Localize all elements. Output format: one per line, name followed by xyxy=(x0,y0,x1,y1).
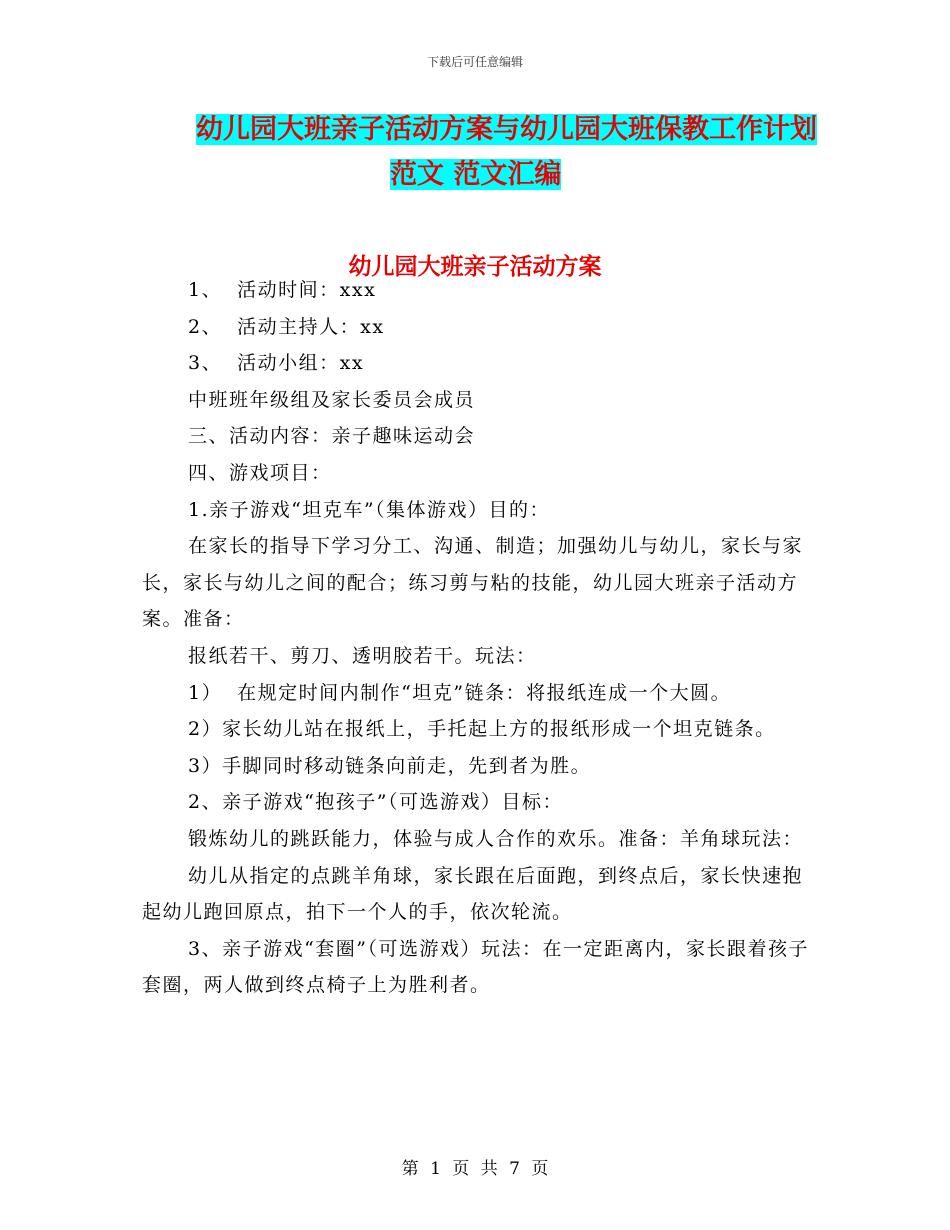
document-title-line-1 xyxy=(0,110,950,150)
section-title: 幼儿园大班亲子活动方案 xyxy=(348,254,602,280)
paragraph-activity-time: 1、 活动时间：xxx xyxy=(188,279,377,301)
paragraph-game-1-step-3: 3）手脚同时移动链条向前走，先到者为胜。 xyxy=(188,754,592,777)
header-note: 下载后可任意编辑 xyxy=(426,55,523,69)
title-highlight-1: 幼儿园大班亲子活动方案与幼儿园大班保教工作计划 xyxy=(196,114,817,145)
paragraph-group: 3、 活动小组：xx xyxy=(188,352,365,375)
paragraph-game-1-step-2: 2）家长幼儿站在报纸上，手托起上方的报纸形成一个坦克链条。 xyxy=(188,718,776,741)
paragraph-host: 2、 活动主持人：xx xyxy=(188,315,385,338)
document-title-line-2 xyxy=(0,155,950,195)
paragraph-game-2-rules: 幼儿从指定的点跳羊角球，家长跟在后面跑，到终点后，家长快速抱起幼儿跑回原点，拍下一个人的手，依次轮流。 xyxy=(142,864,804,924)
paragraph-members: 中班班年级组及家长委员会成员 xyxy=(188,388,476,411)
paragraph-game-items: 四、游戏项目： xyxy=(188,461,332,484)
paragraph-content: 三、活动内容：亲子趣味运动会 xyxy=(188,425,476,448)
paragraph-game-1-title: 1.亲子游戏“坦克车”（集体游戏）目的： xyxy=(188,498,551,521)
paragraph-game-1-prep: 报纸若干、剪刀、透明胶若干。玩法： xyxy=(188,644,537,667)
title-highlight-2: 范文 范文汇编 xyxy=(390,159,562,190)
document-body xyxy=(142,272,812,1004)
paragraph-game-3: 3、亲子游戏“套圈”（可选游戏）玩法：在一定距离内，家长跟着孩子套圈，两人做到终点椅子上为胜利者。 xyxy=(142,937,810,997)
paragraph-game-1-step-1: 1） 在规定时间内制作“坦克”链条：将报纸连成一个大圆。 xyxy=(188,681,732,704)
paragraph-game-1-goal: 在家长的指导下学习分工、沟通、制造；加强幼儿与幼儿，家长与家长，家长与幼儿之间的配合；练习剪与粘的技能，幼儿园大班亲子活动方案。准备： xyxy=(142,535,804,631)
page-number: 第 1 页 共 7 页 xyxy=(401,1159,549,1179)
paragraph-game-2-goal: 锻炼幼儿的跳跃能力，体验与成人合作的欢乐。准备：羊角球玩法： xyxy=(188,827,804,850)
paragraph-game-2-title: 2、亲子游戏“抱孩子”（可选游戏）目标： xyxy=(188,791,564,814)
